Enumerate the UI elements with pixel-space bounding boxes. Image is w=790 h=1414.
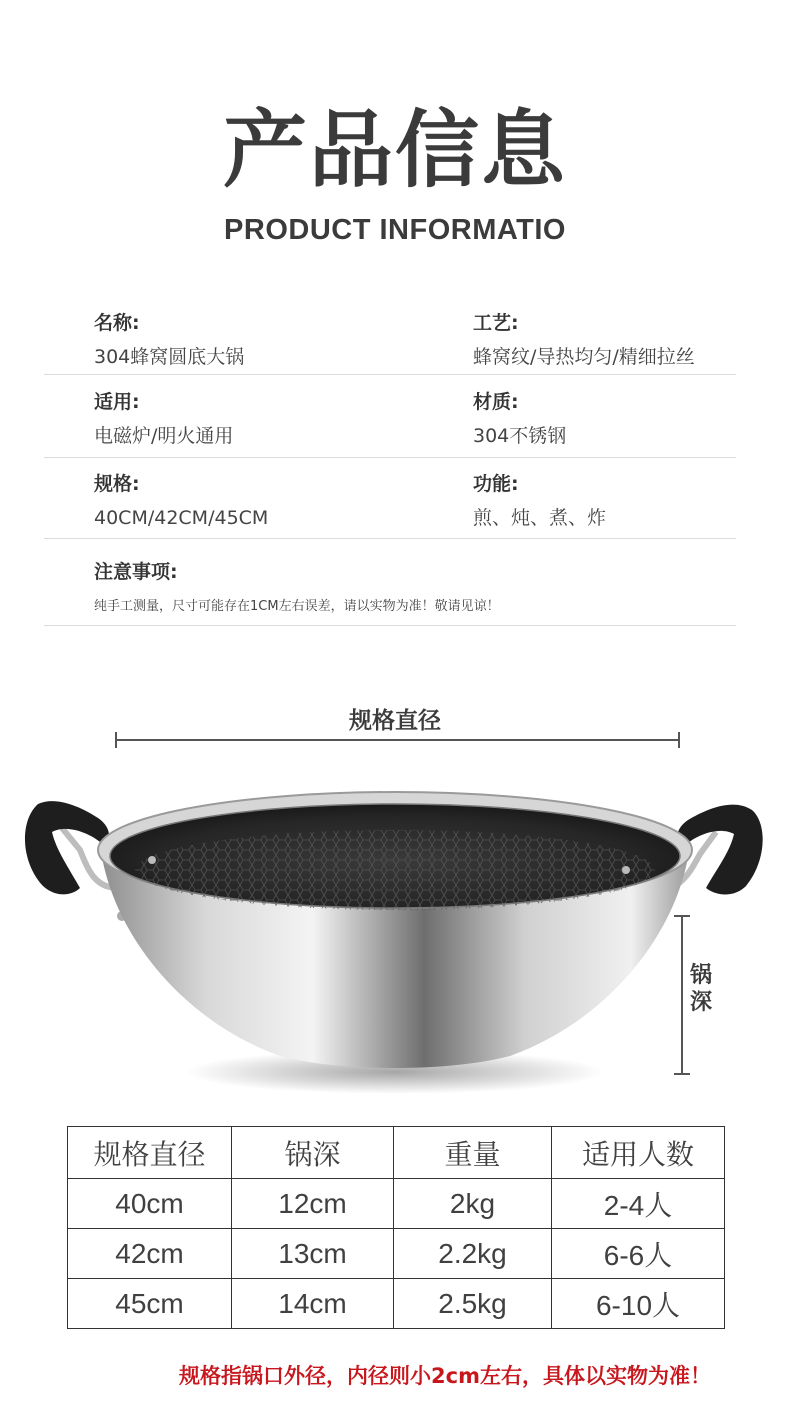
info-notice-value: 纯手工测量，尺寸可能存在1CM左右误差，请以实物为准！敬请见谅！ xyxy=(94,599,500,614)
info-usage-label: 适用: xyxy=(94,391,140,413)
table-cell: 2.2kg xyxy=(394,1229,552,1279)
depth-label: 锅深 xyxy=(689,963,712,1015)
table-cell: 40cm xyxy=(68,1179,232,1229)
table-cell: 2kg xyxy=(394,1179,552,1229)
table-header-cell: 规格直径 xyxy=(68,1127,232,1179)
info-notice-label: 注意事项: xyxy=(94,561,178,583)
diameter-dimension-line xyxy=(116,732,679,748)
table-cell: 2-4人 xyxy=(552,1179,725,1229)
info-function xyxy=(473,473,606,529)
info-craft xyxy=(473,312,695,368)
table-header-cell: 重量 xyxy=(394,1127,552,1179)
info-material xyxy=(473,391,566,447)
info-row-2 xyxy=(44,375,736,458)
table-row xyxy=(68,1179,725,1229)
table-cell: 13cm xyxy=(232,1229,394,1279)
info-row-1 xyxy=(44,302,736,375)
table-cell: 6-10人 xyxy=(552,1279,725,1329)
table-header-cell: 锅深 xyxy=(232,1127,394,1179)
info-spec xyxy=(94,473,268,529)
info-craft-label: 工艺: xyxy=(473,312,519,334)
info-spec-label: 规格: xyxy=(94,473,140,495)
table-cell: 42cm xyxy=(68,1229,232,1279)
table-cell: 45cm xyxy=(68,1279,232,1329)
info-row-notice xyxy=(44,539,736,626)
info-function-value: 煎、炖、煮、炸 xyxy=(473,507,607,529)
info-name xyxy=(94,312,244,368)
diameter-label: 规格直径 xyxy=(349,708,441,734)
table-header-row xyxy=(68,1127,725,1179)
info-material-label: 材质: xyxy=(473,391,519,413)
info-row-3 xyxy=(44,458,736,539)
table-row xyxy=(68,1229,725,1279)
table-cell: 12cm xyxy=(232,1179,394,1229)
wok-illustration xyxy=(0,720,790,1160)
info-spec-value: 40CM/42CM/45CM xyxy=(94,507,269,529)
page-title: 产品信息 xyxy=(222,101,567,199)
info-name-label: 名称: xyxy=(94,312,140,334)
table-cell: 14cm xyxy=(232,1279,394,1329)
info-name-value: 304蜂窝圆底大锅 xyxy=(94,346,245,368)
table-header-cell: 适用人数 xyxy=(552,1127,725,1179)
info-notice xyxy=(94,561,500,614)
table-cell: 2.5kg xyxy=(394,1279,552,1329)
info-craft-value: 蜂窝纹/导热均匀/精细拉丝 xyxy=(473,346,695,368)
table-row xyxy=(68,1279,725,1329)
footer-note: 规格指锅口外径，内径则小2cm左右，具体以实物为准！ xyxy=(179,1364,711,1388)
page-subtitle: PRODUCT INFORMATIO xyxy=(224,214,566,246)
info-usage xyxy=(94,391,233,447)
spec-table xyxy=(67,1126,725,1329)
info-usage-value: 电磁炉/明火通用 xyxy=(94,425,234,447)
info-material-value: 304不锈钢 xyxy=(473,425,567,447)
info-function-label: 功能: xyxy=(473,473,519,495)
table-cell: 6-6人 xyxy=(552,1229,725,1279)
